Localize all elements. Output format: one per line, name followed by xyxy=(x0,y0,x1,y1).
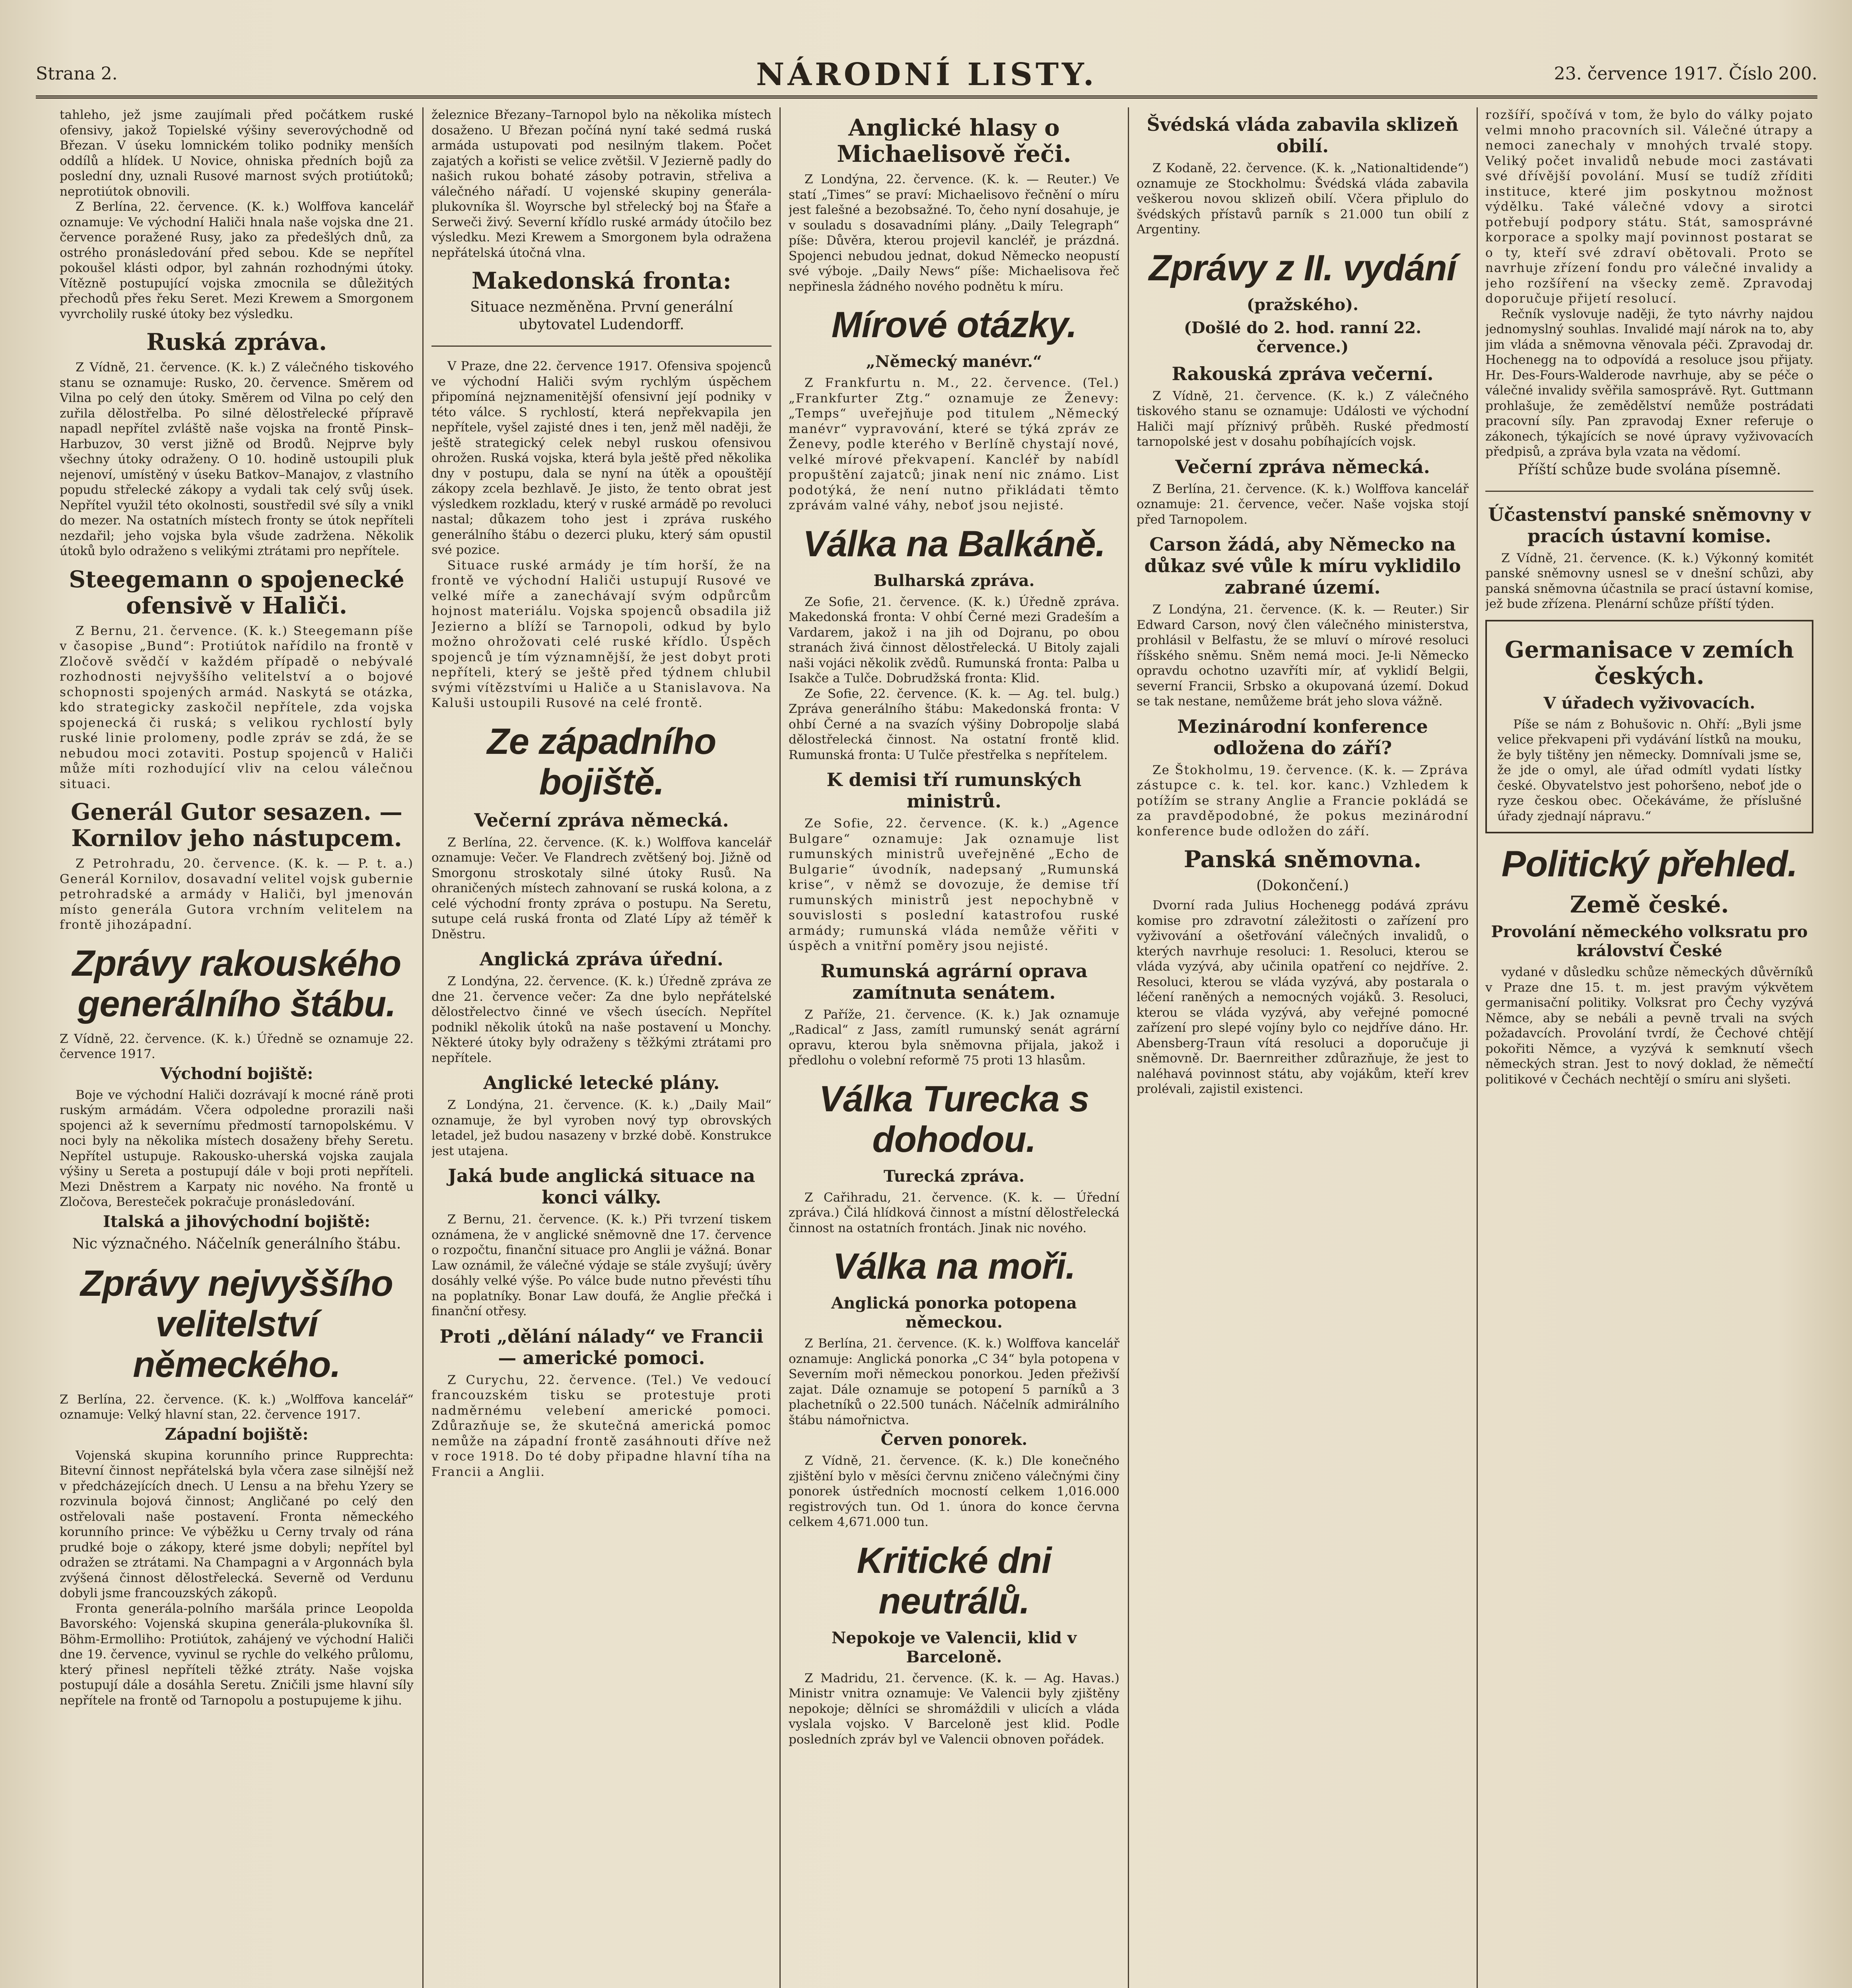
article-heading: Večerní zpráva německá. xyxy=(474,809,729,831)
article-text: Ze Sofie, 22. července. (K. k.) „Agence Bulgare“ oznamuje: Jak oznamuje list rumunských ministrů uveřejněné „Echo de Bulgarie“ úvodník, nadepsaný „Rumunská krise“, v němž se dovozuje, že demise tří rumunských ministrů jest nepochybně v souvislosti s poslední katastrofou ruské armády; rumunská vláda nemůže věřiti v úspěch a vnitřní poměry jsou nejisté. xyxy=(789,816,1119,953)
section-heading: Kritické dni neutrálů. xyxy=(857,1540,1051,1621)
article-text: Z Berlína, 22. července. (K. k.) Wolffova kancelář oznamuje: Ve východní Haliči hnala naše vojska dne 21. července poražené Rusy, jako za předešlých dnů, za ostrého pronásledování před sebou. Kde se nepřítel pokoušel klásti odpor, byl zahnán rozhodnými útoky. Vítězně postupující vojska zmocnila se důležitých přechodů přes řeku Seret. Mezi Krewem a Smorgonem vyvrcholily ruské útoky bez výsledku. xyxy=(60,200,414,321)
issue-date: 23. července 1917. Číslo 200. xyxy=(1554,64,1817,84)
subheading: Anglická ponorka potopena německou. xyxy=(831,1294,1077,1332)
article-text: Z Vídně, 21. července. (K. k.) Z válečného tiskového stanu se oznamuje: Události ve východní Haliči mají příznivý průběh. Ruské předmostí tarnopolské jest v dosahu pobíhajících vojsk. xyxy=(1137,388,1469,449)
section-heading: Zprávy nejvyššího velitelství německého. xyxy=(80,1263,393,1385)
column-2 xyxy=(431,107,772,1988)
subheading: Západní bojiště: xyxy=(165,1425,309,1444)
article-text: Z Londýna, 21. července. (K. k.) „Daily Mail“ oznamuje, že byl vyroben nový typ obrovských letadel, jež budou nasazeny v brzké době. Konstrukce jest utajena. xyxy=(431,1098,772,1158)
article-text: Z Berlína, 21. července. (K. k.) Wolffova kancelář oznamuje: Anglická ponorka „C 34“ byla potopena v Severním moři německou ponorkou. Jeden přeživší zajat. Dále oznamuje se potopení 5 parníků a 3 plachetníků o 22.500 tunách. Náčelník admirálního štábu námořnictva. xyxy=(789,1336,1119,1427)
article-text: vydané v důsledku schůze německých důvěrníků v Praze dne 15. t. m. jest pravým výkvětem germanisační politiky. Volksrat pro Čechy vyzývá Němce, aby se nebáli a pevně trvali na svých požadavcích. Provolání tvrdí, že Čechové chtějí pokořiti Němce, a vyzývá k semknutí všech německých stran. Jest to nový doklad, že němečtí politikové v Čechách nechtějí o smíru ani slyšeti. xyxy=(1485,965,1813,1087)
article-text: Fronta generála-polního maršála prince Leopolda Bavorského: Vojenská skupina generála-plukovníka šl. Böhm-Ermolliho: Protiútok, zahájený ve východní Haliči dne 19. července, vyvinul se rychle do velkého průlomu, který přinesl nepříteli těžké ztráty. Naše vojska postupují dále a dosáhla Seretu. Zničili jsme hlavní síly nepřítele na frontě od Tarnopolu a postupujeme k jihu. xyxy=(60,1601,414,1708)
article-text: Z Londýna, 22. července. (K. k.) Úředně zpráva ze dne 21. července večer: Za dne bylo nepřátelské dělostřelectvo činné ve všech úsecích. Nepřítel podnikl několik útoků na naše postavení u Monchy. Některé útoky byly odraženy s těžkými ztrátami pro nepřítele. xyxy=(431,974,772,1065)
section-heading: Politický přehled. xyxy=(1501,844,1798,884)
column-1 xyxy=(60,107,414,1988)
column-rule xyxy=(1128,107,1129,1988)
newspaper-title: NÁRODNÍ LISTY. xyxy=(756,56,1097,93)
article-text: Příští schůze bude svolána písemně. xyxy=(1518,461,1781,478)
article-text: Z Vídně, 21. července. (K. k.) Výkonný komitét panské sněmovny usnesl se v dnešní schůzi, aby panská sněmovna účastnila se prací ústavní komise, jež bude zřízena. Plenární schůze příští týden. xyxy=(1485,551,1813,611)
article-text: Píše se nám z Bohušovic n. Ohří: „Byli jsme velice překvapeni při vydávání lístků na mouku, že byly tištěny jen německy. Domnívali jsme se, že jde o omyl, ale úřad odmítl vydati lístky české. Obyvatelstvo jest pohoršeno, neboť jde o ryze českou obec. Očekáváme, že příslušné úřady zjednají nápravu.“ xyxy=(1497,717,1801,823)
column-rule xyxy=(779,107,781,1988)
article-text: Z Londýna, 21. července. (K. k. — Reuter.) Sir Edward Carson, nový člen válečného ministerstva, prohlásil v Belfastu, že se mluví o mírové resoluci říšského sněmu. Sněm nemá moci. Je-li Německo opravdu ochotno uzavříti mír, ať vyklidí Belgii, severní Francii, Srbsko a okupovaná území. Dokud se tak nestane, nemůžeme brát jeho slova vážně. xyxy=(1137,602,1469,709)
article-text: Z Bernu, 21. července. (K. k.) Při tvrzení tiskem oznámena, že v anglické sněmovně dne 17. července o rozpočtu, finanční situace pro Anglii je vážná. Bonar Law oznámil, že válečné výdaje se stále zvyšují; úvěry dosáhly velké výše. Po válce bude nutno převésti tíhu na poplatníky. Bonar Law doufá, že Anglie přečká i finanční otřesy. xyxy=(431,1212,772,1318)
article-text: Z Cařihradu, 21. července. (K. k. — Úřední zpráva.) Čilá hlídková činnost a místní dělostřelecká činnost na ostatních frontách. Jinak nic nového. xyxy=(789,1190,1119,1235)
article-text: Z Berlína, 22. července. (K. k.) Wolffova kancelář oznamuje: Večer. Ve Flandrech zvětšený boj. Jižně od Smorgonu stroskotaly silné útoky Rusů. Na ohraničených místech zahnovaní se ruská kolona, a z celé východní fronty zpráva o postupu. Na Seretu, sutupe celá ruská fronta od Zlaté Lípy až téměř k Dněstru. xyxy=(431,835,772,942)
article-text: Z Madridu, 21. července. (K. k. — Ag. Havas.) Ministr vnitra oznamuje: Ve Valencii byly zjištěny nepokoje; dělníci se shromáždili v ulicích a vláda vyslala vojsko. V Barceloně jest klid. Podle posledních zpráv byl ve Valencii obnoven pořádek. xyxy=(789,1671,1119,1747)
section-heading: Mírové otázky. xyxy=(831,305,1077,345)
column-5 xyxy=(1485,107,1813,1988)
article-heading: Mezinárodní konference odložena do září? xyxy=(1177,715,1428,759)
article-text: Vojenská skupina korunního prince Rupprechta: Bitevní činnost nepřátelská byla včera zase silnější než v předcházejících dnech. U Lensu a na břehu Yzery se rozvinula bojová činnost; Angličané po celý den ostřelovali naše postavení. Fronta německého korunního prince: Ve výběžku u Cerny trvaly od rána prudké boje o zákopy, které jsme dobyli; nepřítel byl odražen se ztrátami. Na Champagni a v Argonnách byla zvýšená činnost dělostřelecká. Severně od Verdunu dobyli jsme francouzských zákopů. xyxy=(60,1448,414,1600)
section-heading: Ze západního bojiště. xyxy=(487,721,716,802)
article-heading: Carson žádá, aby Německo na důkaz své vůle k míru vyklidilo zabrané území. xyxy=(1144,534,1461,598)
article-text: Ze Sofie, 22. července. (K. k. — Ag. tel. bulg.) Zpráva generálního štábu: Makedonská fronta: V ohbí Černé a na svazích výšiny Dobropolje slabá dělostřelecká činnost. Na ostatní frontě klid. Rumunská fronta: U Tulče přestřelka s nepřítelem. xyxy=(789,686,1119,762)
column-rule xyxy=(1477,107,1478,1988)
article-heading: Steegemann o spojenecké ofensivě v Haliči. xyxy=(69,565,404,619)
subheading: Italská a jihovýchodní bojiště: xyxy=(103,1212,370,1231)
article-heading: Rumunská agrární oprava zamítnuta senátem. xyxy=(820,960,1088,1003)
article-heading: Švédská vláda zabavila sklizeň obilí. xyxy=(1147,114,1459,157)
article-heading: Anglické hlasy o Michaelisově řeči. xyxy=(837,114,1071,167)
article-text: železnice Březany–Tarnopol bylo na několika místech dosaženo. U Březan počíná nyní také sedmá ruská armáda ustupovati pod nesilným tlakem. Počet zajatých a kořisti se velice zvětšil. V Jezierně padly do našich rukou bohaté zásoby potravin, střeliva a válečného nářadí. U vojenské skupiny generála-plukovníka šl. Woyrsche byl střelecký boj na Šťaře a Serweči živý. Severní křídlo ruské armády útočilo bez výsledku. Mezi Krewem a Smorgonem byla odražena nepřátelská útočná vlna. xyxy=(431,108,772,260)
dateline: (Došlé do 2. hod. ranní 22. července.) xyxy=(1183,318,1422,356)
section-heading: Zprávy rakouského generálního štábu. xyxy=(72,943,401,1024)
article-heading: Anglické letecké plány. xyxy=(483,1072,720,1093)
article-text: Z Vídně, 21. července. (K. k.) Z válečného tiskového stanu se oznamuje: Rusko, 20. července. Směrem od Vilna po celý den útoky. Směrem od Vilna po celý den zuřila dělostřelba. Po silné dělostřelecké přípravě napadl nepřítel zvláště naše vojska na frontě Pinsk–Harbuzov, 30 verst jižně od Brodů. Nejprve byly všechny útoky odraženy. O 10. hodině ustoupili pluk nejenoví, umístěný v úseku Batkov–Manajov, z vlastního popudu střelecké zákopy a vydali tak celý svůj úsek. Nepřítel využil této okolnosti, soustředil své síly a vnikl do mezer. Na ostatních místech fronty se útok nepříteli nezdařil; jeho vojska byla všude zadržena. Několik útoků bylo odraženo s velikými ztrátami pro nepřítele. xyxy=(60,360,414,558)
article-text: Z Petrohradu, 20. července. (K. k. — P. t. a.) Generál Kornilov, dosavadní velitel vojsk gubernie petrohradské a armády v Haliči, byl jmenován místo generála Gutora vrchním velitelem na frontě jihozápadní. xyxy=(60,856,414,932)
page-number: Strana 2. xyxy=(36,64,118,84)
subheading: Makedonská fronta: xyxy=(471,267,732,294)
section-heading: Válka na Balkáně. xyxy=(803,523,1106,564)
article-text: Nic význačného. Náčelník generálního štábu. xyxy=(72,1235,401,1252)
section-heading: Válka na moři. xyxy=(833,1246,1075,1287)
article-text: Z Curychu, 22. července. (Tel.) Ve vedoucí francouzském tisku se protestuje proti nadměrnému velebení americké pomoci. Zdůrazňuje se, že skutečná americká pomoc nemůže na západní frontě zasáhnouti dříve než v roce 1918. Do té doby připadne hlavní tíha na Francii a Anglii. xyxy=(431,1373,772,1479)
column-4 xyxy=(1137,107,1469,1988)
article-heading: Germanisace v zemích českých. xyxy=(1504,636,1794,689)
subheading: Bulharská zpráva. xyxy=(873,571,1035,590)
article-text: Z Paříže, 21. července. (K. k.) Jak oznamuje „Radical“ z Jass, zamítl rumunský senát agrární opravu, kterou byla sněmovna přijala, jakož i předlohu o volební reformě 75 proti 13 hlasům. xyxy=(789,1007,1119,1068)
masthead xyxy=(36,56,1817,99)
section-heading: Válka Turecka s dohodou. xyxy=(819,1078,1089,1160)
separator xyxy=(431,346,772,347)
article-text: Ze Sofie, 21. července. (K. k.) Úředně zpráva. Makedonská fronta: V ohbí Černé mezi Gradeším a Vardarem, jakož i na jih od Dojranu, po obou stranách živá činnost dělostřelecká. U Bitoly zajali naši vojáci několik zvědů. Rumunská fronta: Palba u Isakče a Tulče. Dobrudžská fronta: Klid. xyxy=(789,594,1119,685)
article-text: Z Kodaně, 22. července. (K. k. „Nationaltidende“) oznamuje ze Stockholmu: Švédská vláda zabavila veškerou novou sklizeň obilí. Včera připlulo do švédských přístavů parník s 21.000 tun obilí z Argentiny. xyxy=(1137,161,1469,237)
subheading: Východní bojiště: xyxy=(160,1064,313,1083)
article-text: Z Frankfurtu n. M., 22. července. (Tel.) „Frankfurter Ztg.“ oznamuje ze Ženevy: „Temps“ uveřejňuje pod titulem „Německý manévr“ vypravování, které se týká zpráv ze Ženevy, podle kterého v Berlíně chystají nové, velké mírové překvapení. Kancléř by nabídl propuštění zajatců; jinak není nic známo. List podotýká, že není nutno přikládati těmto zprávám valné váhy, neboť jsou nejisté. xyxy=(789,376,1119,513)
article-heading: Generál Gutor sesazen. — Kornilov jeho nástupcem. xyxy=(71,798,402,852)
subheading: Provolání německého volksratu pro království České xyxy=(1491,922,1808,960)
article-heading: Jaká bude anglická situace na konci války. xyxy=(448,1165,755,1208)
framed-article xyxy=(1485,620,1813,834)
dateline: Z Berlína, 22. července. (K. k.) „Wolffova kancelář“ oznamuje: Velký hlavní stan, 22. července 1917. xyxy=(60,1392,414,1422)
article-text: Z Londýna, 22. července. (K. k. — Reuter.) Ve statí „Times“ se praví: Michaelisovo řečnění o míru jest falešné a bezobsažné. To, čeho nyní dosahuje, je v souladu s dosavadními plány. „Daily Telegraph“ píše: Důvěra, kterou projevil kancléř, je prázdná. Spojenci nebudou jednat, dokud Německo neopustí své výboje. „Daily News“ píše: Michaelisova řeč nepřinesla žádného nového podnětu k míru. xyxy=(789,172,1119,294)
subheading: (pražského). xyxy=(1247,295,1358,314)
article-text: Dvorní rada Julius Hochenegg podává zprávu komise pro zdravotní záležitosti o zařízení pro vyživování a ošetřování válečných invalidů, o kterých navrhuje resoluci: 1. Resoluci, kterou se vláda vyzývá, aby učinila opatření co nejdříve. 2. Resoluci, kterou se vláda vyzývá, aby postarala o léčení raněných a nemocných vojáků. 3. Resoluci, kterou se vláda vyzývá, aby veřejné pomocné zařízení pro slepé vojíny bylo co nejdříve dáno. Hr. Abensberg-Traun vítá resoluci a doporučuje ji sněmovně. Dr. Baernreither zdůrazňuje, že jest to naléhavá povinnost státu, aby vojákům, kteří krev prolévali, zajistil existenci. xyxy=(1137,898,1469,1096)
subheading: (Dokončení.) xyxy=(1256,878,1349,894)
editorial-text: Situace ruské armády je tím horší, že na frontě ve východní Haliči ustupují Rusové ve velké míře a zanechávají svým odpůrcům hojnost materiálu. Vojska spojenců obsadila již Jezierno a blíží se Tarnopoli, odkud by bylo možno ohrožovati celé ruské křídlo. Úspěch spojenců je tím významnější, že jest dobyt proti nepříteli, který se ještě před týdnem chlubil svými vítězstvími u Haliče a u Stanislavova. Na Kaluši ustoupili Rusové na celé frontě. xyxy=(431,558,772,710)
subheading: Červen ponorek. xyxy=(880,1430,1028,1449)
subheading: „Německý manévr.“ xyxy=(866,352,1042,371)
article-heading: Účastenství panské sněmovny v pracích ústavní komise. xyxy=(1488,503,1811,547)
subheading: Nepokoje ve Valencii, klid v Barceloně. xyxy=(831,1628,1077,1666)
article-heading: Ruská zpráva. xyxy=(146,328,327,355)
article-heading: Anglická zpráva úřední. xyxy=(480,948,723,970)
dateline: Z Vídně, 22. července. (K. k.) Úředně se oznamuje 22. července 1917. xyxy=(60,1031,414,1061)
article-text: Boje ve východní Haliči dozrávají k mocné ráně proti ruským armádám. Včera odpoledne prorazili naši spojenci až k severnímu předmostí tarnopolskému. V noci byly na několika místech dosaženy břehy Seretu. Nepřítel ustupuje. Rakousko-uherská vojska zaujala výšiny u Sereta a postupují dále v boji proti nepříteli. Mezi Dněstrem a Karpaty nic nového. Na frontě u Zločova, Beresteček pokračuje pronásledování. xyxy=(60,1087,414,1209)
article-heading: K demisi tří rumunských ministrů. xyxy=(826,769,1082,812)
article-text: Ze Štokholmu, 19. července. (K. k. — Zpráva zástupce c. k. tel. kor. kanc.) Vzhledem k potížím se strany Anglie a Francie pokládá se za pravděpodobné, že pokus mezinárodní konference bude odložen do září. xyxy=(1137,763,1469,839)
column-rule xyxy=(422,107,424,1988)
article-heading: Rakouská zpráva večerní. xyxy=(1172,363,1434,384)
article-text: rozšíří, spočívá v tom, že bylo do války pojato velmi mnoho pracovních sil. Válečné útrapy a nemoci zanechaly v mnohých trvalé stopy. Veliký počet invalidů nebude moci zastávati své dřívější povolání. Musí se tudíž zříditi instituce, které jim poskytnou možnost výdělku. Také válečné vdovy a sirotci potřebují podpory státu. Stát, samosprávné korporace a spolky mají povinnost postarat se o ty, kteří své zdraví obětovali. Proto se navrhuje zřízení fondu pro válečné invalidy a jeho rozšíření na všecky země. Zpravodaj doporučuje přijetí resolucí. xyxy=(1485,108,1813,306)
article-text: Situace nezměněna. První generální ubytovatel Ludendorff. xyxy=(470,299,733,333)
article-text: Z Vídně, 21. července. (K. k.) Dle konečného zjištění bylo v měsíci červnu zničeno válečnými činy ponorek ústředních mocností celkem 1,016.000 registrových tun. Od 1. února do konce června celkem 4,671.000 tun. xyxy=(789,1454,1119,1529)
article-text: Z Bernu, 21. července. (K. k.) Steegemann píše v časopise „Bund“: Protiútok nařídilo na frontě v Zločově svědčí v každém případě o nebývalé rozhodnosti nejvyššího velitelství a o bojové schopnosti spojených armád. Naskytá se otázka, kdo strategicky zaskočil nepřítele, zda vojska spojenecká či ruská; s velikou rychlostí byly ruské linie prolomeny, podle zpráv se zdá, že se nebudou moci zotaviti. Postup spojenců v Haliči může míti rozhodující vliv na celou válečnou situaci. xyxy=(60,623,414,791)
editorial-text: V Praze, dne 22. července 1917. Ofensiva spojenců ve východní Haliči svým rychlým úspěchem připomíná nejznamenitější ofensivní její podniky v této válce. S rychlostí, která nepřekvapila jen nepřítele, vyšel zajisté dnes i ten, jenž měl naději, že ještě strategický celek nebyl ruskou ofensivou ohrožen. Ruská vojska, která byla ještě před několika dny v postupu, dala se nyní na útěk a opouštějí zákopy zcela bezhlavě. Je jisto, že tento obrat jest výsledkem rozkladu, který v ruské armádě po revoluci nastal; důkazem toho jest i zpráva ruského generálního štábu o dezerci pluku, který sám opustil své pozice. xyxy=(431,359,772,557)
section-heading: Zprávy z II. vydání xyxy=(1149,247,1457,288)
subheading: Země české. xyxy=(1570,891,1729,918)
article-text: tahleho, jež jsme zaujímali před počátkem ruské ofensivy, jakož Topielské výšiny severovýchodně od Březan. V úseku lomnickém toliko podniky menších oddílů a hlídek. U Novice, ohniska předních bojů za poslední dny, uznali Rusové marnost svých protiútoků; neprotiútok obnovili. xyxy=(60,108,414,199)
article-heading: Večerní zpráva německá. xyxy=(1175,456,1430,478)
column-3 xyxy=(789,107,1119,1988)
subheading: Turecká zpráva. xyxy=(883,1167,1025,1186)
article-text: Rečník vyslovuje naději, že tyto návrhy najdou jednomyslný souhlas. Invalidé mají nárok na to, aby jim vláda a sněmovna věnovala péči. Zpravodaj dr. Hochenegg na to odpovídá a resoluce jsou přijaty. Hr. Des-Fours-Walderode navrhuje, aby se péče o válečné invalidy svěřila samosprávě. Ryt. Guttmann prohlašuje, že zemědělství nemůže postrádati pracovní síly. Pan zpravodaj Exner referuje o zákonech, týkajících se nové úpravy vyživovacích předpisů, a zpráva byla vzata na vědomí. xyxy=(1485,307,1813,459)
subheading: V úřadech vyživovacích. xyxy=(1543,693,1755,712)
section-heading: Panská sněmovna. xyxy=(1183,846,1422,873)
article-text: Z Berlína, 21. července. (K. k.) Wolffova kancelář oznamuje: 21. července, večer. Naše vojska stojí před Tarnopolem. xyxy=(1137,481,1469,527)
separator xyxy=(1485,491,1813,492)
article-heading: Proti „dělání nálady“ ve Francii — americké pomoci. xyxy=(439,1325,764,1369)
